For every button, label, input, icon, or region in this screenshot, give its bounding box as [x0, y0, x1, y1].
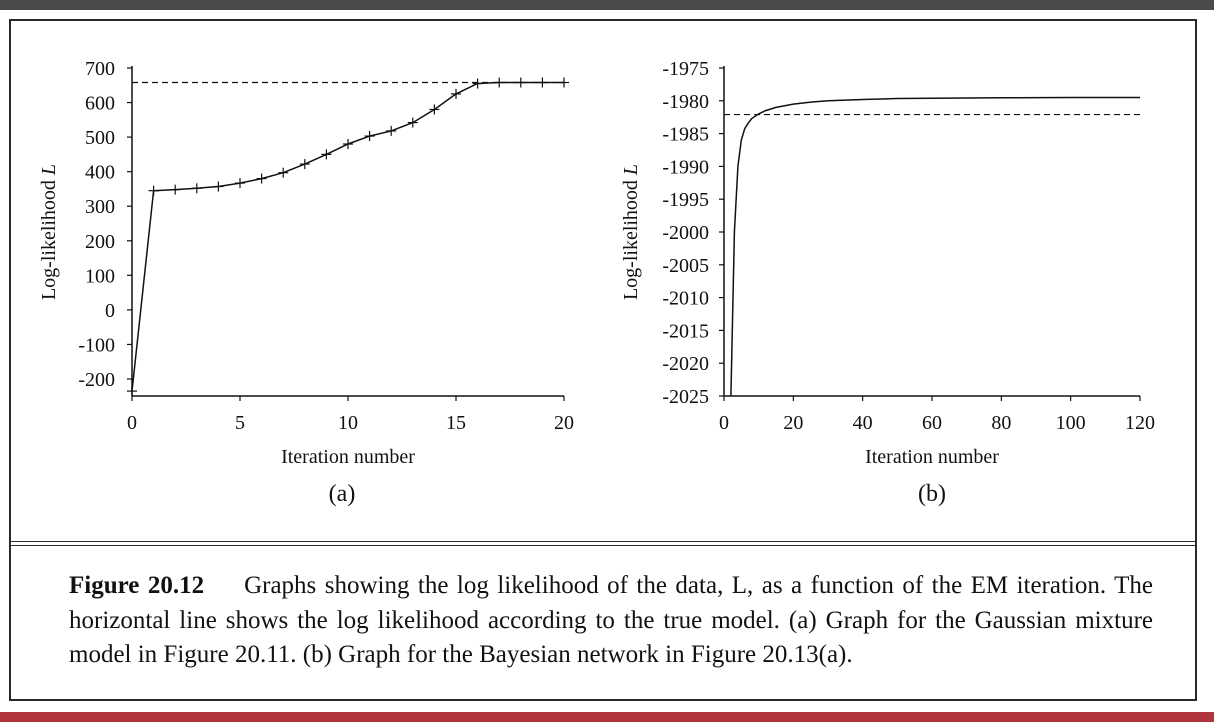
data-point-marker	[343, 139, 353, 149]
y-tick-label: -100	[78, 334, 115, 357]
chart-a	[38, 58, 574, 507]
y-tick-label: -1975	[662, 58, 709, 80]
y-tick-label: 200	[85, 230, 115, 253]
data-point-marker	[127, 386, 137, 396]
x-tick-label: 60	[922, 412, 942, 434]
data-point-marker	[257, 174, 267, 184]
charts-area	[11, 21, 1199, 541]
data-point-marker	[516, 78, 526, 88]
caption-text: Graphs showing the log likelihood of the data, L, as a function of the EM iteration. The horizontal line shows the log likelihood according to the true model. (a) Graph for the Gaussian mixture model in Figure 20.11. (b) Graph for the Bayesian network in Figure 20.13(a).	[69, 572, 1153, 668]
x-tick-label: 100	[1055, 412, 1086, 434]
data-point-marker	[451, 89, 461, 99]
panel-label: (a)	[328, 481, 356, 507]
data-point-marker	[408, 118, 418, 128]
y-tick-label: 500	[85, 127, 115, 150]
data-point-marker	[429, 104, 439, 114]
x-tick-label: 0	[127, 412, 137, 434]
y-axis-title-text: Log-likelihood	[620, 175, 642, 301]
x-tick-label: 15	[446, 412, 466, 434]
data-point-marker	[473, 79, 483, 89]
y-tick-label: -200	[78, 369, 115, 391]
y-tick-label: 600	[85, 92, 115, 115]
data-point-marker	[494, 78, 504, 88]
y-tick-label: -2015	[662, 320, 709, 343]
x-tick-label: 20	[554, 412, 574, 434]
data-point-marker	[386, 126, 396, 136]
document-page	[0, 10, 1214, 712]
data-point-marker	[321, 149, 331, 159]
data-point-marker	[300, 159, 310, 169]
chart-b	[620, 58, 1155, 507]
data-point-marker	[170, 185, 180, 195]
y-tick-label: -1980	[662, 90, 709, 113]
window-top-bar	[0, 0, 1214, 10]
y-axis-title-variable: L	[38, 163, 60, 176]
y-axis-title-variable: L	[620, 163, 642, 176]
caption-divider	[11, 541, 1195, 546]
x-tick-label: 80	[991, 412, 1012, 434]
y-tick-label: 300	[85, 196, 115, 219]
x-tick-label: 40	[852, 412, 873, 434]
panel-label: (b)	[918, 481, 946, 507]
y-tick-label: 100	[85, 265, 115, 288]
y-tick-label: -1995	[662, 189, 709, 212]
y-tick-label: -2020	[662, 353, 709, 376]
figure-label: Figure 20.12	[69, 572, 205, 599]
data-point-marker	[365, 131, 375, 141]
data-point-marker	[235, 178, 245, 188]
x-tick-label: 120	[1125, 412, 1155, 434]
data-point-marker	[278, 168, 288, 178]
y-tick-label: -1985	[662, 123, 709, 146]
data-point-marker	[213, 182, 223, 192]
data-point-marker	[192, 183, 202, 193]
x-tick-label: 10	[338, 412, 358, 434]
y-tick-label: -2005	[662, 254, 709, 277]
x-tick-label: 20	[783, 412, 804, 434]
x-axis-title: Iteration number	[281, 446, 415, 468]
y-tick-label: -1990	[662, 156, 709, 179]
y-tick-label: 0	[105, 299, 115, 322]
y-tick-label: -2010	[662, 287, 709, 310]
log-likelihood-line	[132, 83, 564, 392]
y-axis-title	[620, 164, 642, 300]
y-tick-label: 700	[85, 58, 115, 80]
x-tick-label: 5	[235, 412, 245, 434]
y-axis-title	[38, 164, 60, 300]
data-point-marker	[149, 186, 159, 196]
figure-frame	[9, 19, 1197, 701]
y-axis-title-text: Log-likelihood	[38, 175, 60, 301]
x-tick-label: 0	[719, 412, 729, 434]
bottom-strip	[0, 712, 1214, 722]
log-likelihood-line	[731, 98, 1140, 397]
y-tick-label: 400	[85, 161, 115, 184]
x-axis-title: Iteration number	[865, 446, 999, 468]
y-tick-label: -2000	[662, 222, 709, 244]
y-tick-label: -2025	[662, 386, 709, 408]
figure-caption	[69, 569, 1153, 673]
data-point-marker	[537, 78, 547, 88]
data-point-marker	[559, 78, 569, 88]
